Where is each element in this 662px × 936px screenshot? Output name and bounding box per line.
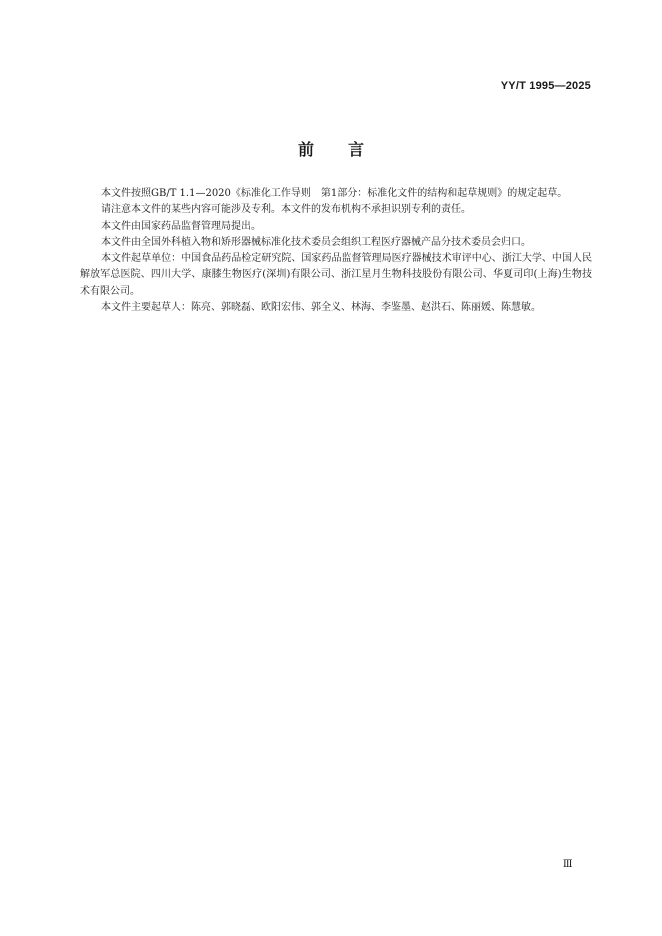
paragraph-drafting-units: 本文件起草单位：中国食品药品检定研究院、国家药品监督管理局医疗器械技术审评中心、浙江大学、中国人民解放军总医院、四川大学、康膝生物医疗(深圳)有限公司、浙江星月生物科技股份有限公司、华夏司印(上海)生物技术有限公司。 [80, 253, 592, 297]
standard-number: YY/T 1995—2025 [500, 80, 591, 92]
paragraph-proposer: 本文件由国家药品监督管理局提出。 [101, 220, 261, 232]
page-number: Ⅲ [562, 859, 573, 870]
paragraph-drafting-rules: 本文件按照GB/T 1.1—2020《标准化工作导则 第1部分：标准化文件的结构和起草规则》的规定起草。 [101, 188, 568, 199]
paragraph-technical-committee: 本文件由全国外科植入物和矫形器械标准化技术委员会组织工程医疗器械产品分技术委员会归口。 [101, 236, 531, 248]
paragraph-drafters: 本文件主要起草人：陈亮、郭晓磊、欧阳宏伟、郭全义、林海、李鉴墨、赵洪石、陈丽媛、陈慧敏。 [101, 302, 541, 314]
page-title: 前言 [297, 140, 398, 159]
paragraph-patent-notice: 请注意本文件的某些内容可能涉及专利。本文件的发布机构不承担识别专利的责任。 [101, 204, 471, 216]
foreword-body [80, 186, 592, 316]
